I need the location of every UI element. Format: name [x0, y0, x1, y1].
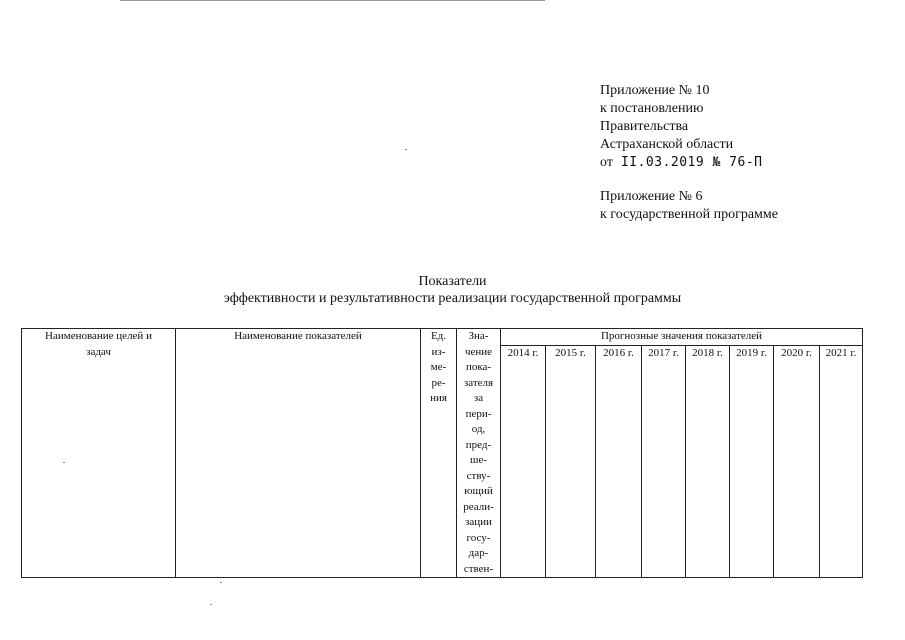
header-value-part: зации: [465, 516, 492, 528]
year-label: 2014 г.: [507, 346, 539, 359]
header-value-part: госу-: [466, 531, 491, 544]
year-label: 2021 г.: [825, 346, 857, 359]
annex-primary: [600, 82, 763, 172]
document-title-line2: эффективности и результативности реализации государственной программы: [223, 291, 682, 306]
header-forecast: [501, 329, 863, 346]
header-value-part: чение: [464, 345, 493, 358]
header-unit-part: ре-: [431, 376, 446, 389]
header-year-2019: [730, 345, 774, 578]
annex-secondary: [600, 188, 778, 224]
header-goals-line2: задач: [86, 345, 111, 358]
annex-primary-line4: Астраханской области: [600, 137, 734, 152]
scan-speck: [405, 149, 407, 150]
header-forecast-label: Прогнозные значения показателей: [600, 330, 763, 342]
header-value-part: реали-: [463, 500, 494, 513]
indicators-table: [21, 328, 863, 578]
year-label: 2017 г.: [648, 346, 679, 359]
header-value-part: дар-: [468, 547, 489, 559]
header-value-part: Зна-: [468, 330, 489, 342]
header-value-part: за: [473, 392, 484, 404]
header-indicators: [176, 329, 421, 578]
top-scan-line: [120, 0, 545, 1]
header-value-part: зателя: [463, 376, 494, 389]
annex-primary-date-line: [600, 154, 763, 172]
header-unit-part: из-: [431, 345, 446, 358]
annex-primary-line2: к постановлению: [600, 101, 704, 116]
header-value-part: пери-: [465, 407, 492, 420]
scan-speck: [210, 604, 212, 605]
header-indicators-label: Наименование показателей: [234, 330, 362, 342]
header-year-2020: [774, 345, 820, 578]
header-unit-part: ния: [430, 392, 447, 404]
scan-speck: [220, 582, 222, 583]
header-unit-part: Ед.: [430, 330, 447, 342]
header-value-part: пока-: [465, 361, 492, 373]
header-unit: [421, 329, 457, 578]
header-year-2015: [546, 345, 596, 578]
header-year-2014: [501, 345, 546, 578]
header-unit-part: ме-: [430, 361, 447, 373]
annex-secondary-line2: к государственной программе: [600, 207, 778, 222]
header-value-part: ющий: [464, 485, 493, 497]
year-label: 2015 г.: [555, 346, 586, 359]
header-goals-line1: Наименование целей и: [45, 330, 152, 342]
year-label: 2020 г.: [781, 346, 812, 359]
year-label: 2019 г.: [736, 346, 767, 359]
header-value-part: од,: [471, 423, 486, 435]
header-value-part: ствен-: [463, 562, 494, 575]
header-value-part: пред-: [465, 438, 492, 451]
header-year-2021: [820, 345, 863, 578]
year-label: 2016 г.: [603, 346, 634, 359]
header-year-2017: [642, 345, 686, 578]
annex-primary-date-prefix: от: [600, 155, 613, 170]
annex-primary-line1: Приложение № 10: [600, 83, 710, 98]
header-value-part: ству-: [466, 469, 491, 482]
header-year-2018: [686, 345, 730, 578]
year-label: 2018 г.: [692, 346, 723, 359]
header-goals: [22, 329, 176, 578]
annex-secondary-line1: Приложение № 6: [600, 189, 703, 204]
annex-primary-date: II.03.2019 № 76-П: [620, 155, 763, 170]
header-value-part: ше-: [469, 454, 487, 466]
header-base-value: [457, 329, 501, 578]
document-title-line1: Показатели: [418, 274, 487, 289]
header-year-2016: [596, 345, 642, 578]
annex-primary-line3: Правительства: [600, 119, 689, 134]
